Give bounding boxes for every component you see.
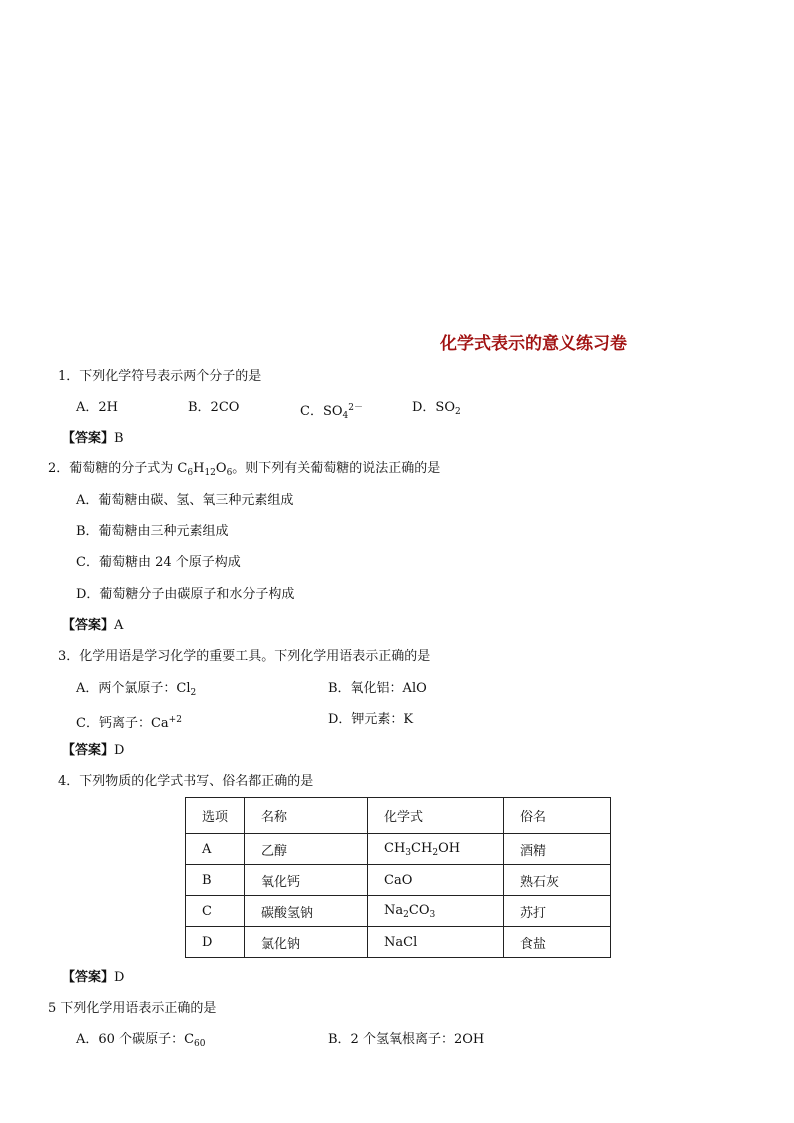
table-cell-option: C <box>186 896 245 927</box>
table-cell-common-name: 苏打 <box>504 896 611 927</box>
table-cell-common-name: 食盐 <box>504 927 611 958</box>
q3-option-c: C．钙离子：$Ca^{+2}$ <box>76 715 182 731</box>
question-1-stem: 1．下列化学符号表示两个分子的是 <box>58 369 262 384</box>
table-cell-option: D <box>186 927 245 958</box>
q1-option-c: C．$SO_4^{2-}$ <box>300 403 363 421</box>
table-cell-name: 乙醇 <box>245 834 368 865</box>
q2-option-d: D．葡萄糖分子由碳原子和水分子构成 <box>76 587 295 602</box>
q4-options-table <box>185 797 611 958</box>
table-cell-formula: CaO <box>368 865 504 896</box>
q3-option-d: D．钾元素：K <box>328 712 414 727</box>
question-3-stem: 3．化学用语是学习化学的重要工具。下列化学用语表示正确的是 <box>58 649 431 664</box>
q3-answer: 【答案】D <box>62 743 125 758</box>
table-row <box>186 834 611 865</box>
table-cell-formula: $CH_3CH_2OH$ <box>368 834 504 865</box>
table-row <box>186 896 611 927</box>
table-cell-option: B <box>186 865 245 896</box>
question-2-stem: 2．葡萄糖的分子式为 $C_6H_{12}O_6$。则下列有关葡萄糖的说法正确的是 <box>48 461 441 478</box>
q2-option-b: B．葡萄糖由三种元素组成 <box>76 524 229 539</box>
table-cell-name: 碳酸氢钠 <box>245 896 368 927</box>
table-cell-option: A <box>186 834 245 865</box>
table-header-cell: 名称 <box>245 798 368 834</box>
q3-option-a: A．两个氯原子：$Cl_2$ <box>76 681 197 698</box>
q3-option-b: B．氧化铝：AlO <box>328 681 427 696</box>
q1-option-b: B．2CO <box>188 400 240 415</box>
q5-option-a: A．60 个碳原子：$C_{60}$ <box>76 1032 206 1049</box>
q5-option-b: B．2 个氢氧根离子：2OH <box>328 1032 485 1047</box>
question-5-stem: 5 下列化学用语表示正确的是 <box>48 1001 217 1016</box>
table-row <box>186 927 611 958</box>
q4-answer: 【答案】D <box>62 970 125 985</box>
table-header-cell: 化学式 <box>368 798 504 834</box>
table-cell-formula: NaCl <box>368 927 504 958</box>
table-cell-name: 氯化钠 <box>245 927 368 958</box>
page-title: 化学式表示的意义练习卷 <box>440 334 627 354</box>
table-header-cell: 选项 <box>186 798 245 834</box>
question-4-stem: 4．下列物质的化学式书写、俗名都正确的是 <box>58 774 314 789</box>
table-cell-common-name: 熟石灰 <box>504 865 611 896</box>
table-cell-common-name: 酒精 <box>504 834 611 865</box>
q1-option-d: D．$SO_2$ <box>412 400 461 417</box>
table-header-cell: 俗名 <box>504 798 611 834</box>
table-cell-formula: $Na_2CO_3$ <box>368 896 504 927</box>
q2-answer: 【答案】A <box>62 618 124 633</box>
table-row <box>186 865 611 896</box>
q1-answer: 【答案】B <box>62 431 124 446</box>
q2-option-a: A．葡萄糖由碳、氢、氧三种元素组成 <box>76 493 294 508</box>
table-header-row <box>186 798 611 834</box>
table-cell-name: 氧化钙 <box>245 865 368 896</box>
q1-option-a: A．2H <box>76 400 118 415</box>
q2-option-c: C．葡萄糖由 24 个原子构成 <box>76 555 241 570</box>
